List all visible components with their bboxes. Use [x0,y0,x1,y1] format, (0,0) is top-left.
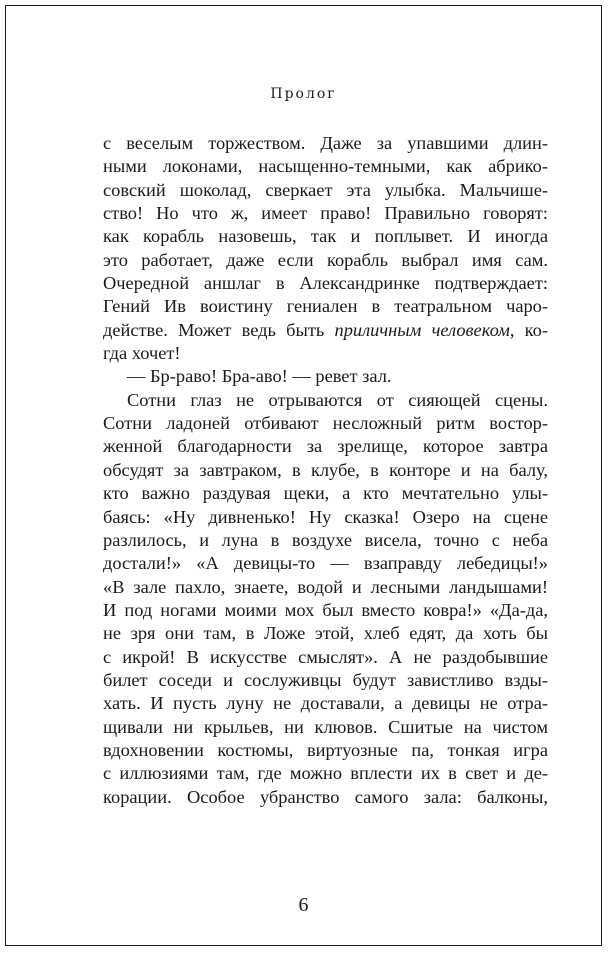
text-line: вдохновении костюмы, виртуозные па, тонкая игра [103,739,548,760]
text-line: хать. И пусть луну не доставали, а девицы не отра- [103,693,548,714]
text-line: с иллюзиями там, где можно вплести их в свет и де- [103,763,548,784]
page-number: 6 [298,894,309,916]
text-line: Очередной аншлаг в Александринке подтверждает: [103,273,548,294]
text-line: достали!» «А девицы-то — взаправду лебедицы!» [103,553,548,574]
text-line: разлилось, и луна в воздухе висела, точно с неба [103,529,548,550]
text-line: это работает, даже если корабль выбрал имя сам. [103,249,548,270]
text-line: И под ногами моими мох был вместо ковра!» «Да-да, [103,599,548,620]
running-title: Пролог [270,86,337,102]
text-line: обсудят за завтраком, в клубе, в конторе и на балу, [103,459,548,480]
text-line: гда хочет! [103,343,181,364]
italic-phrase: приличным человеком [334,319,510,340]
dialogue-line: — Бр-раво! Бра-аво! — ревет зал. [127,366,392,387]
body-text [103,132,548,809]
text-line: щивали ни крыльев, ни клювов. Сшитые на чистом [103,716,548,737]
text-line: Сотни ладоней отбивают несложный ритм востор- [103,413,548,434]
text-line: не зря они там, в Ложе этой, хлеб едят, да хоть бы [103,623,548,644]
text-line: Гений Ив воистину гениален в театральном чаро- [103,296,548,317]
text-line: совский шоколад, сверкает эта улыбка. Мальчише- [103,179,548,200]
text-line: женной благодарности за зрелище, которое завтра [103,436,548,457]
text-line: билет соседи и сослуживцы будут завистливо взды- [103,669,548,690]
text-line: корации. Особое убранство самого зала: балконы, [103,786,548,807]
text-segment: действе. Может ведь быть [103,319,335,340]
text-line: ными локонами, насыщенно-темными, как абрико- [103,156,548,177]
text-line: с веселым торжеством. Даже за упавшими длин- [103,133,548,153]
text-line [103,319,548,342]
text-line: баясь: «Ну дивненько! Ну сказка! Озеро на сцене [103,506,548,527]
text-line: кто важно раздувая щеки, а кто мечтательно улы- [103,483,548,504]
text-line: ство! Но что ж, имеет право! Правильно говорят: [103,203,548,224]
text-line: как корабль назовешь, так и поплывет. И иногда [103,226,548,247]
text-line: «В зале пахло, знаете, водой и лесными ландышами! [103,576,548,597]
text-line: с икрой! В искусстве смыслят». А не раздобывшие [103,646,548,667]
book-page [5,5,602,946]
text-segment: , ко- [509,319,548,340]
text-line: Сотни глаз не отрываются от сияющей сцены. [127,389,548,410]
